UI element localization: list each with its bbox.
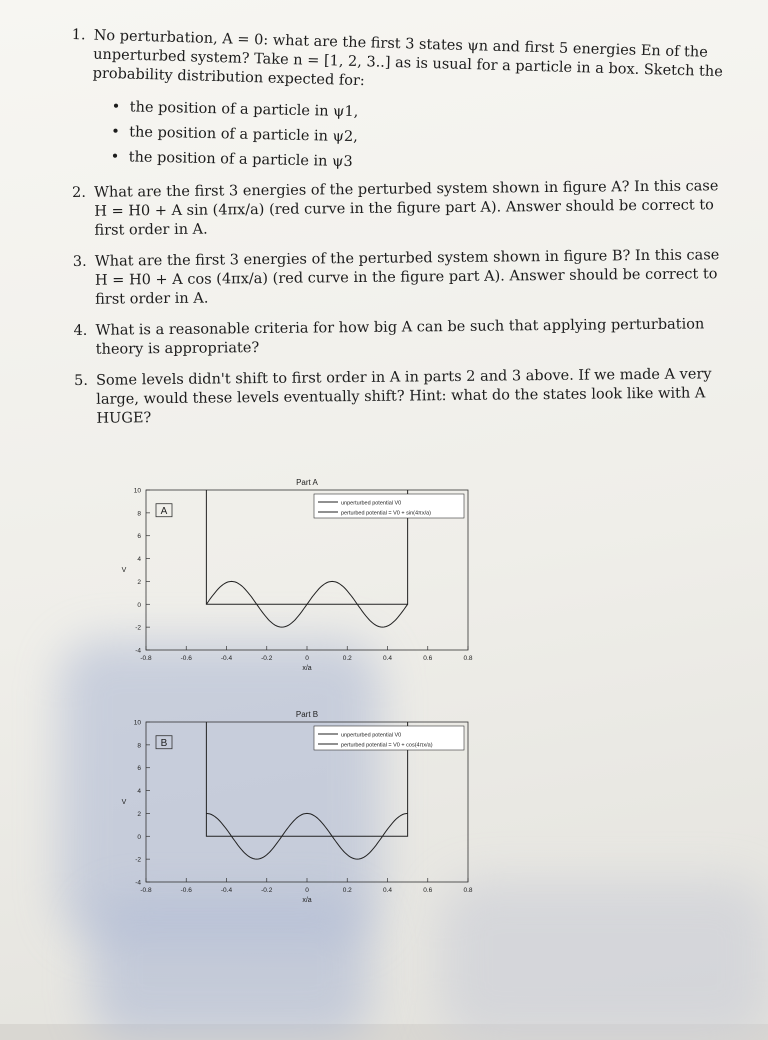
problem-text: No perturbation, A = 0: what are the first 3 states ψn and first 5 energies En of the unperturbed system? Take n = [1, 2, 3..] as is usual for a particle in a box. Sketch the probability distribution expected for: xyxy=(92,27,723,90)
x-tick-label: 0.8 xyxy=(463,887,473,894)
y-tick-label: 10 xyxy=(133,487,141,495)
legend-entry: unperturbed potential V0 xyxy=(341,732,402,739)
problem-1 xyxy=(70,26,731,101)
x-tick-label: 0.8 xyxy=(463,655,473,662)
y-axis-label: V xyxy=(121,799,127,806)
x-tick-label: 0.2 xyxy=(342,655,352,662)
x-axis-label: x/a xyxy=(302,897,312,904)
y-tick-label: 0 xyxy=(137,833,141,841)
x-tick-label: -0.4 xyxy=(220,655,233,662)
x-tick-label: 0.6 xyxy=(423,655,433,662)
problem-number: 1. xyxy=(71,26,86,44)
chart-title: Part B xyxy=(295,710,319,719)
y-tick-label: 0 xyxy=(137,601,141,609)
problem-number: 3. xyxy=(72,253,87,270)
problem-number: 4. xyxy=(73,322,88,339)
y-tick-label: -4 xyxy=(135,647,141,655)
y-tick-label: -4 xyxy=(135,879,141,887)
legend-entry: perturbed potential = V0 + sin(4πx/a) xyxy=(341,510,432,517)
problem-4 xyxy=(73,315,733,360)
y-tick-label: 6 xyxy=(137,765,141,773)
problem-number: 5. xyxy=(73,372,88,389)
x-tick-label: -0.6 xyxy=(180,887,192,894)
x-tick-label: -0.2 xyxy=(261,655,273,662)
panel-label: A xyxy=(160,506,168,518)
x-tick-label: 0 xyxy=(305,887,309,894)
x-tick-label: -0.8 xyxy=(140,655,152,662)
problem-3 xyxy=(73,246,734,310)
figure-part-b xyxy=(100,708,490,926)
y-tick-label: 6 xyxy=(137,533,141,541)
bullet-item: • the position of a particle in ψ1, xyxy=(111,95,731,133)
legend-entry: unperturbed potential V0 xyxy=(341,500,402,507)
problem-text: What are the first 3 energies of the perturbed system shown in figure B? In this case H = H0 + A cos (4πx/a) (red curve in the figure part A). Answer should be correct to first order in A. xyxy=(94,247,720,308)
x-tick-label: -0.4 xyxy=(220,887,233,894)
problem-2 xyxy=(72,177,733,241)
x-tick-label: 0.4 xyxy=(382,655,393,662)
chart-svg xyxy=(100,708,490,926)
y-tick-label: -2 xyxy=(135,856,141,864)
panel-label: B xyxy=(160,738,168,750)
problem-number: 2. xyxy=(72,184,87,201)
figure-part-a xyxy=(100,476,490,686)
x-tick-label: 0.2 xyxy=(342,887,352,894)
x-tick-label: -0.2 xyxy=(261,887,273,894)
y-tick-label: 4 xyxy=(137,556,141,564)
chart-svg xyxy=(100,476,490,686)
bullet-list xyxy=(110,95,731,183)
legend-entry: perturbed potential = V0 + cos(4πx/a) xyxy=(341,742,433,749)
problem-text: What are the first 3 energies of the perturbed system shown in figure A? In this case H = H0 + A sin (4πx/a) (red curve in the figure part A). Answer should be correct to first order in A. xyxy=(94,178,719,239)
bullet-item: • the position of a particle in ψ3 xyxy=(110,145,730,183)
y-tick-label: 10 xyxy=(133,719,141,727)
y-tick-label: 4 xyxy=(137,788,141,796)
problem-group xyxy=(72,177,735,429)
problem-text: What is a reasonable criteria for how big A can be such that applying perturbation theory is appropriate? xyxy=(95,316,705,358)
bullet-item: • the position of a particle in ψ2, xyxy=(111,120,731,158)
x-tick-label: -0.8 xyxy=(140,887,152,894)
y-tick-label: 8 xyxy=(137,510,141,518)
x-tick-label: -0.6 xyxy=(180,655,192,662)
x-tick-label: 0.6 xyxy=(423,887,433,894)
problem-text: Some levels didn't shift to first order in A in parts 2 and 3 above. If we made A very large, would these levels eventually shift? Hint: what do the states look like with A HUGE? xyxy=(95,366,712,427)
y-tick-label: 8 xyxy=(137,742,141,750)
y-axis-label: V xyxy=(121,567,127,574)
y-tick-label: 2 xyxy=(137,810,141,818)
problem-list xyxy=(72,26,732,441)
y-tick-label: -2 xyxy=(135,624,141,632)
x-tick-label: 0.4 xyxy=(382,887,393,894)
x-tick-label: 0 xyxy=(305,655,309,662)
x-axis-label: x/a xyxy=(302,665,312,672)
problem-5 xyxy=(74,365,735,429)
chart-title: Part A xyxy=(296,478,318,487)
y-tick-label: 2 xyxy=(137,578,141,586)
